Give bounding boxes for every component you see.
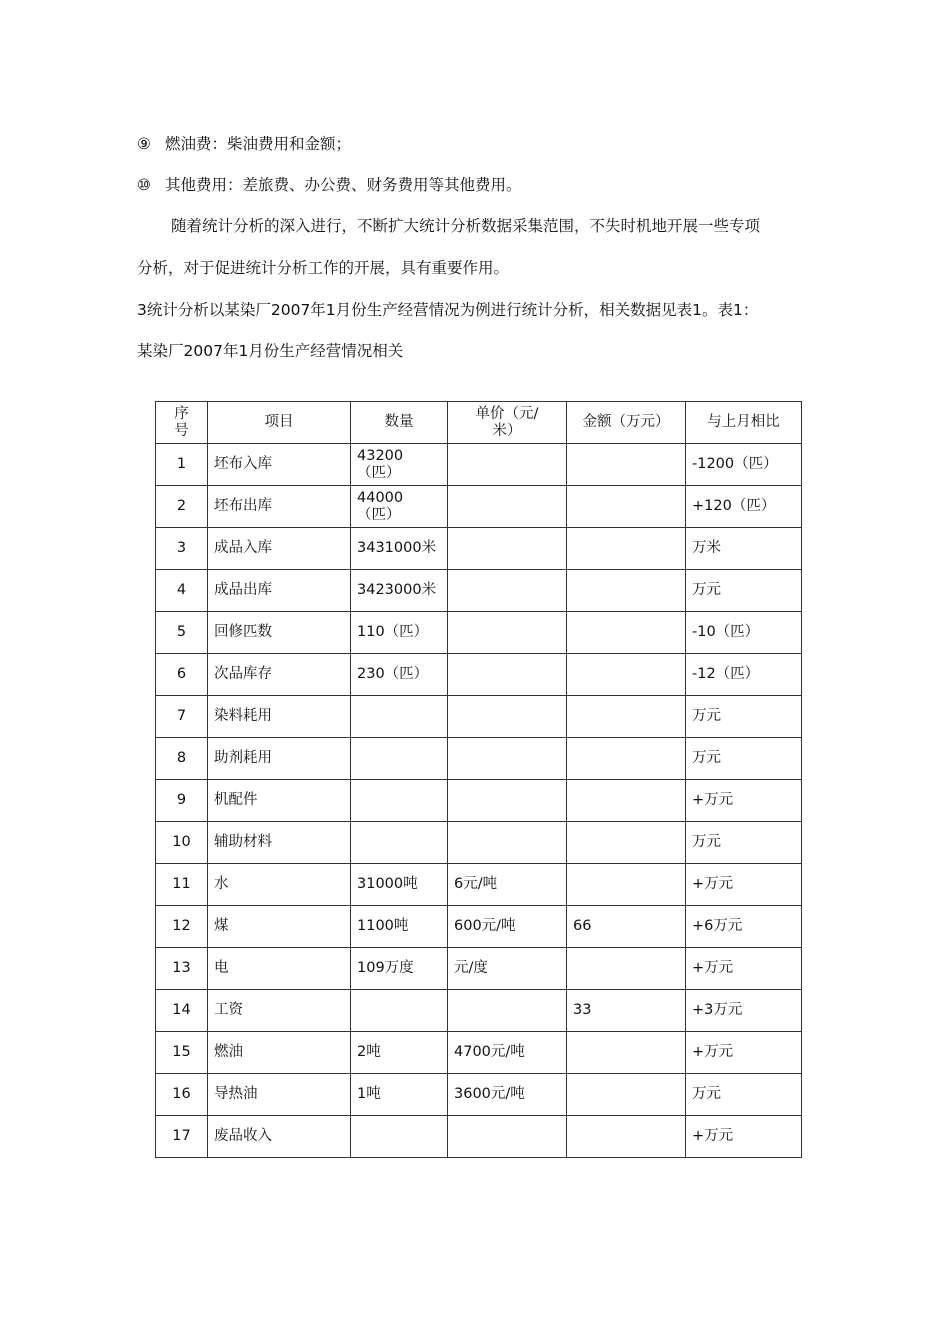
- table-caption: 某染厂2007年1月份生产经营情况相关: [137, 342, 404, 360]
- cell-month-compare: 万元: [686, 822, 802, 864]
- cell-unit-price: 元/度: [448, 948, 567, 990]
- cell-index: 3: [156, 528, 208, 570]
- cell-unit-price: 3600元/吨: [448, 1074, 567, 1116]
- cell-index: 11: [156, 864, 208, 906]
- cell-month-compare: -1200（匹）: [686, 444, 802, 486]
- cell-amount: [567, 822, 686, 864]
- cell-unit-price: [448, 654, 567, 696]
- cell-index: 15: [156, 1032, 208, 1074]
- cell-index: 14: [156, 990, 208, 1032]
- cell-item: 导热油: [208, 1074, 351, 1116]
- cell-unit-price: [448, 486, 567, 528]
- cell-item: 燃油: [208, 1032, 351, 1074]
- cell-month-compare: +万元: [686, 1032, 802, 1074]
- cell-amount: 66: [567, 906, 686, 948]
- header-cell-amount: 金额（万元）: [567, 402, 686, 444]
- cell-item: 煤: [208, 906, 351, 948]
- cell-month-compare: 万元: [686, 1074, 802, 1116]
- cell-month-compare: -12（匹）: [686, 654, 802, 696]
- cell-item: 成品出库: [208, 570, 351, 612]
- body-paragraph-line: 随着统计分析的深入进行，不断扩大统计分析数据采集范围，不失时机地开展一些专项: [171, 217, 761, 235]
- cell-index: 13: [156, 948, 208, 990]
- cell-item: 废品收入: [208, 1116, 351, 1158]
- table-row: [156, 1074, 802, 1116]
- cell-quantity: 3431000米: [351, 528, 448, 570]
- cell-amount: [567, 696, 686, 738]
- cell-unit-price: 6元/吨: [448, 864, 567, 906]
- cell-amount: [567, 864, 686, 906]
- cell-amount: [567, 948, 686, 990]
- table-row: [156, 738, 802, 780]
- cell-index: 2: [156, 486, 208, 528]
- cell-quantity: 109万度: [351, 948, 448, 990]
- cell-unit-price: 600元/吨: [448, 906, 567, 948]
- cell-quantity: 31000吨: [351, 864, 448, 906]
- cell-amount: [567, 1116, 686, 1158]
- table-row: [156, 1116, 802, 1158]
- table-row: [156, 906, 802, 948]
- table-row: [156, 864, 802, 906]
- cell-index: 10: [156, 822, 208, 864]
- cell-item: 坯布出库: [208, 486, 351, 528]
- cell-quantity: [351, 822, 448, 864]
- cell-unit-price: [448, 780, 567, 822]
- cell-item: 电: [208, 948, 351, 990]
- cell-quantity: 2吨: [351, 1032, 448, 1074]
- cell-month-compare: 万米: [686, 528, 802, 570]
- header-cell-unit-price: 单价（元/ 米）: [448, 402, 567, 444]
- cell-index: 9: [156, 780, 208, 822]
- table-header-row: [156, 402, 802, 444]
- cell-item: 辅助材料: [208, 822, 351, 864]
- cell-index: 6: [156, 654, 208, 696]
- cell-quantity: [351, 990, 448, 1032]
- list-marker: ⑩: [137, 176, 151, 194]
- cell-item: 机配件: [208, 780, 351, 822]
- cell-month-compare: 万元: [686, 696, 802, 738]
- cell-amount: [567, 612, 686, 654]
- list-item-other-cost: [137, 175, 522, 195]
- table-row: [156, 486, 802, 528]
- cell-month-compare: +万元: [686, 864, 802, 906]
- cell-quantity: [351, 696, 448, 738]
- cell-amount: [567, 654, 686, 696]
- cell-quantity: 230（匹）: [351, 654, 448, 696]
- table-row: [156, 654, 802, 696]
- header-cell-item: 项目: [208, 402, 351, 444]
- header-cell-month-compare: 与上月相比: [686, 402, 802, 444]
- cell-unit-price: [448, 696, 567, 738]
- cell-item: 染料耗用: [208, 696, 351, 738]
- cell-item: 工资: [208, 990, 351, 1032]
- cell-unit-price: [448, 738, 567, 780]
- cell-month-compare: +万元: [686, 1116, 802, 1158]
- cell-item: 回修匹数: [208, 612, 351, 654]
- table-row: [156, 780, 802, 822]
- list-marker: ⑨: [137, 135, 151, 153]
- cell-item: 成品入库: [208, 528, 351, 570]
- cell-index: 4: [156, 570, 208, 612]
- cell-quantity: [351, 780, 448, 822]
- cell-amount: [567, 1032, 686, 1074]
- table-row: [156, 444, 802, 486]
- cell-unit-price: [448, 612, 567, 654]
- cell-quantity: [351, 738, 448, 780]
- cell-item: 助剂耗用: [208, 738, 351, 780]
- cell-unit-price: [448, 570, 567, 612]
- header-cell-index: 序 号: [156, 402, 208, 444]
- cell-month-compare: +3万元: [686, 990, 802, 1032]
- cell-index: 8: [156, 738, 208, 780]
- table-row: [156, 822, 802, 864]
- table-row: [156, 1032, 802, 1074]
- cell-unit-price: [448, 444, 567, 486]
- body-paragraph-line: 分析，对于促进统计分析工作的开展，具有重要作用。: [137, 259, 510, 277]
- cell-amount: [567, 486, 686, 528]
- cell-quantity: 3423000米: [351, 570, 448, 612]
- cell-month-compare: +万元: [686, 948, 802, 990]
- cell-quantity: 43200 （匹）: [351, 444, 448, 486]
- cell-index: 17: [156, 1116, 208, 1158]
- table-row: [156, 696, 802, 738]
- table-row: [156, 612, 802, 654]
- cell-amount: [567, 780, 686, 822]
- table-body: [156, 444, 802, 1158]
- cell-unit-price: [448, 822, 567, 864]
- table-row: [156, 948, 802, 990]
- cell-unit-price: [448, 990, 567, 1032]
- cell-quantity: 110（匹）: [351, 612, 448, 654]
- table-row: [156, 990, 802, 1032]
- cell-index: 5: [156, 612, 208, 654]
- cell-amount: [567, 570, 686, 612]
- list-item-text: 燃油费：柴油费用和金额；: [165, 135, 352, 153]
- cell-item: 坯布入库: [208, 444, 351, 486]
- cell-month-compare: 万元: [686, 570, 802, 612]
- cell-amount: [567, 528, 686, 570]
- cell-index: 12: [156, 906, 208, 948]
- cell-index: 1: [156, 444, 208, 486]
- cell-amount: [567, 738, 686, 780]
- list-item-fuel-cost: [137, 134, 351, 154]
- cell-item: 水: [208, 864, 351, 906]
- cell-month-compare: -10（匹）: [686, 612, 802, 654]
- production-data-table: [155, 401, 802, 1158]
- cell-month-compare: 万元: [686, 738, 802, 780]
- cell-unit-price: 4700元/吨: [448, 1032, 567, 1074]
- cell-month-compare: +120（匹）: [686, 486, 802, 528]
- table-row: [156, 528, 802, 570]
- list-item-text: 其他费用：差旅费、办公费、财务费用等其他费用。: [165, 176, 522, 194]
- cell-amount: 33: [567, 990, 686, 1032]
- cell-index: 7: [156, 696, 208, 738]
- cell-item: 次品库存: [208, 654, 351, 696]
- cell-month-compare: +6万元: [686, 906, 802, 948]
- cell-month-compare: +万元: [686, 780, 802, 822]
- cell-index: 16: [156, 1074, 208, 1116]
- cell-amount: [567, 444, 686, 486]
- cell-amount: [567, 1074, 686, 1116]
- cell-quantity: 1吨: [351, 1074, 448, 1116]
- table-row: [156, 570, 802, 612]
- cell-quantity: [351, 1116, 448, 1158]
- cell-quantity: 44000 （匹）: [351, 486, 448, 528]
- header-cell-quantity: 数量: [351, 402, 448, 444]
- body-paragraph-line: 3统计分析以某染厂2007年1月份生产经营情况为例进行统计分析，相关数据见表1。表1：: [137, 301, 759, 319]
- cell-unit-price: [448, 1116, 567, 1158]
- cell-quantity: 1100吨: [351, 906, 448, 948]
- cell-unit-price: [448, 528, 567, 570]
